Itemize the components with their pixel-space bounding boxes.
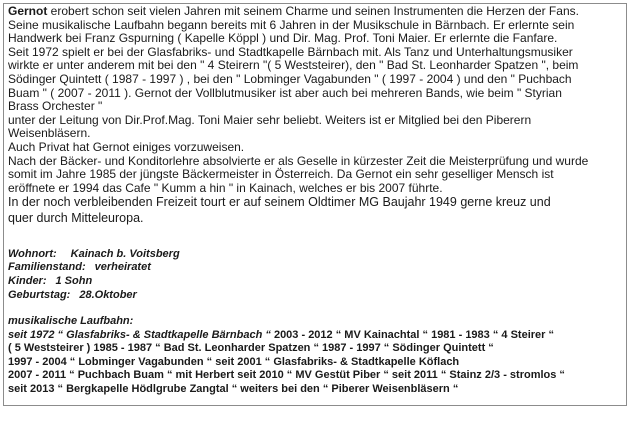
- bio-line: Auch Privat hat Gernot einiges vorzuweisen.: [8, 139, 245, 154]
- bio-line-1: erobert schon seit vielen Jahren mit seinem Charme und seinen Instrumenten die Herzen der Fans.: [47, 4, 579, 18]
- bio-line: Buam " ( 2007 - 2011 ). Gernot der Vollblutmusiker ist aber auch bei mehreren Bands, wie beim " Styrian: [8, 85, 562, 100]
- wohnort-label: Wohnort:: [8, 247, 57, 260]
- bio-line: Södinger Quintett ( 1987 - 1997 ) , bei den " Lobminger Vagabunden " ( 1997 - 2004 ) und den " Puchbach: [8, 71, 572, 86]
- bio-line: Weisenbläsern.: [8, 126, 91, 141]
- bio-line: somit im Jahre 1985 der jüngste Bäckermeister in Österreich. Da Gernot ein sehr geselliger Mensch ist: [8, 167, 554, 182]
- personal-info: [8, 248, 620, 302]
- kinder-label: Kinder:: [8, 274, 47, 287]
- familienstand-value: verheiratet: [94, 261, 151, 274]
- bio-line: Handwerk bei Franz Gspurning ( Kapelle Köppl ) und Dir. Mag. Prof. Toni Maier. Er erlernte die Fanfare.: [8, 31, 558, 46]
- bio-line: Nach der Bäcker- und Konditorlehre absolvierte er als Geselle in kürzester Zeit die Meisterprüfung und wurde: [8, 153, 589, 168]
- bio-line: wirkte er unter anderem mit bei den " 4 Steirern "( 5 Weststeirer), den " Bad St. Leonharder Spatzen ", beim: [8, 58, 579, 73]
- text-content: [8, 5, 620, 397]
- geburtstag-value: 28.Oktober: [79, 288, 137, 301]
- career-line: 2007 - 2011 “ Puchbach Buam “ mit Herbert seit 2010 “ MV Gestüt Piber “ seit 2011 “ Stainz 2/3 - stromlos “: [8, 369, 565, 382]
- familienstand-label: Familienstand:: [8, 261, 86, 274]
- career-line: 1997 - 2004 “ Lobminger Vagabunden “ seit 2001 “ Glasfabriks- & Stadtkapelle Köflach: [8, 355, 460, 368]
- bio-line: Brass Orchester ": [8, 99, 103, 114]
- bio-name: Gernot: [8, 4, 48, 18]
- bio-line: Seine musikalische Laufbahn begann bereits mit 6 Jahren in der Musikschule in Bärnbach. Er erlernte sein: [8, 17, 575, 32]
- bio-line: eröffnete er 1994 das Cafe " Kumm a hin " in Kainach, welches er bis 2007 führte.: [8, 180, 443, 195]
- closing-line: In der noch verbleibenden Freizeit tourt er auf seinem Oldtimer MG Baujahr 1949 gerne kreuz und: [8, 195, 551, 210]
- career-section: [8, 315, 620, 397]
- career-line-1-italic: seit 1972 “ Glasfabriks- & Stadtkapelle Bärnbach “: [8, 328, 271, 341]
- career-line-1: 2003 - 2012 “ MV Kainachtal “ 1981 - 1983 “ 4 Steirer “: [270, 328, 554, 341]
- kinder-value: 1 Sohn: [55, 274, 93, 287]
- closing-line: quer durch Mitteleuropa.: [8, 210, 144, 225]
- career-line: ( 5 Weststeirer ) 1985 - 1987 “ Bad St. Leonharder Spatzen “ 1987 - 1997 “ Södinger Quintett “: [8, 342, 494, 355]
- wohnort-value: Kainach b. Voitsberg: [70, 247, 180, 260]
- career-line: seit 2013 “ Bergkapelle Hödlgrube Zangtal “ weiters bei den “ Piberer Weisenbläsern “: [8, 383, 459, 396]
- bio-line: unter der Leitung von Dir.Prof.Mag. Toni Maier sehr beliebt. Weiters ist er Mitglied bei den Piberern: [8, 112, 532, 127]
- geburtstag-label: Geburtstag:: [8, 288, 71, 301]
- career-heading: musikalische Laufbahn:: [8, 315, 134, 328]
- bio-line: Seit 1972 spielt er bei der Glasfabriks- und Stadtkapelle Bärnbach mit. Als Tanz und Unterhaltungsmusiker: [8, 44, 573, 59]
- biography-paragraph: [8, 5, 620, 195]
- closing-paragraph: [8, 195, 620, 225]
